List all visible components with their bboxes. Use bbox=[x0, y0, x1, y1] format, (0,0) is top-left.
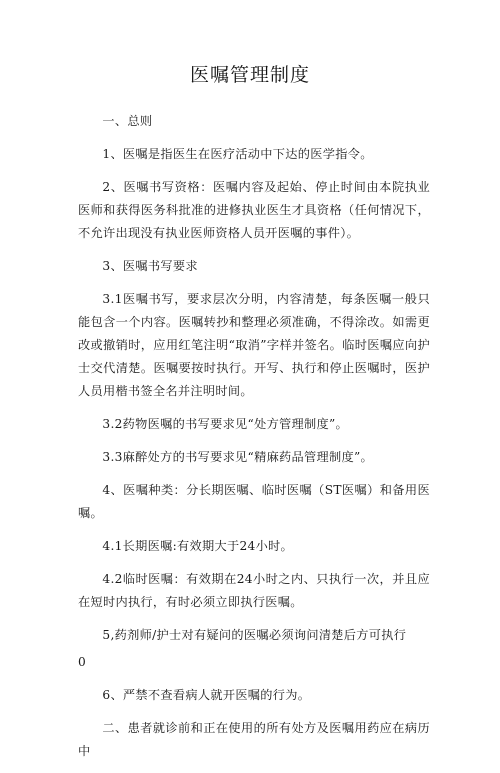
document-body bbox=[78, 110, 430, 773]
paragraph-5-tail: 0 bbox=[78, 655, 87, 669]
paragraph-4-2: 4.2临时医嘱：有效期在24小时之内、只执行一次，并且应在短时内执行，有时必须立即执行医嘱。 bbox=[78, 572, 430, 609]
paragraph-6: 6、严禁不查看病人就开医嘱的行为。 bbox=[102, 688, 311, 702]
paragraph-3-3: 3.3麻醉处方的书写要求见“精麻药品管理制度”。 bbox=[102, 450, 373, 464]
paragraph-3-2: 3.2药物医嘱的书写要求见“处方管理制度”。 bbox=[102, 417, 349, 431]
paragraph-2: 2、医嘱书写资格：医嘱内容及起始、停止时间由本院执业医师和获得医务科批准的进修执业医生才具资格（任何情况下，不允许出现没有执业医师资格人员开医嘱的事件）。 bbox=[78, 180, 430, 240]
paragraph-3-heading: 3、医嘱书写要求 bbox=[102, 259, 198, 273]
paragraph-4: 4、医嘱种类：分长期医嘱、临时医嘱（ST医嘱）和备用医嘱。 bbox=[78, 483, 430, 520]
section-heading-general: 一、总则 bbox=[102, 114, 153, 128]
paragraph-5: 5,药剂师/护士对有疑问的医嘱必须询问清楚后方可执行 bbox=[102, 628, 407, 642]
section-heading-two: 二、患者就诊前和正在使用的所有处方及医嘱用药应在病历中 bbox=[78, 721, 430, 758]
paragraph-3-1: 3.1医嘱书写，要求层次分明，内容清楚，每条医嘱一般只能包含一个内容。医嘱转抄和整理必须准确，不得涂改。如需更改或撤销时，应用红笔注明“取消”字样并签名。临时医嘱应向护士交代清楚。医嘱要按时执行。开写、执行和停止医嘱时，医护人员用楷书签全名并注明时间。 bbox=[78, 292, 430, 398]
paragraph-1: 1、医嘱是指医生在医疗活动中下达的医学指令。 bbox=[102, 147, 373, 161]
paragraph-4-1: 4.1长期医嘱:有效期大于24小时。 bbox=[102, 539, 294, 553]
document-title: 医嘱管理制度 bbox=[189, 64, 310, 86]
